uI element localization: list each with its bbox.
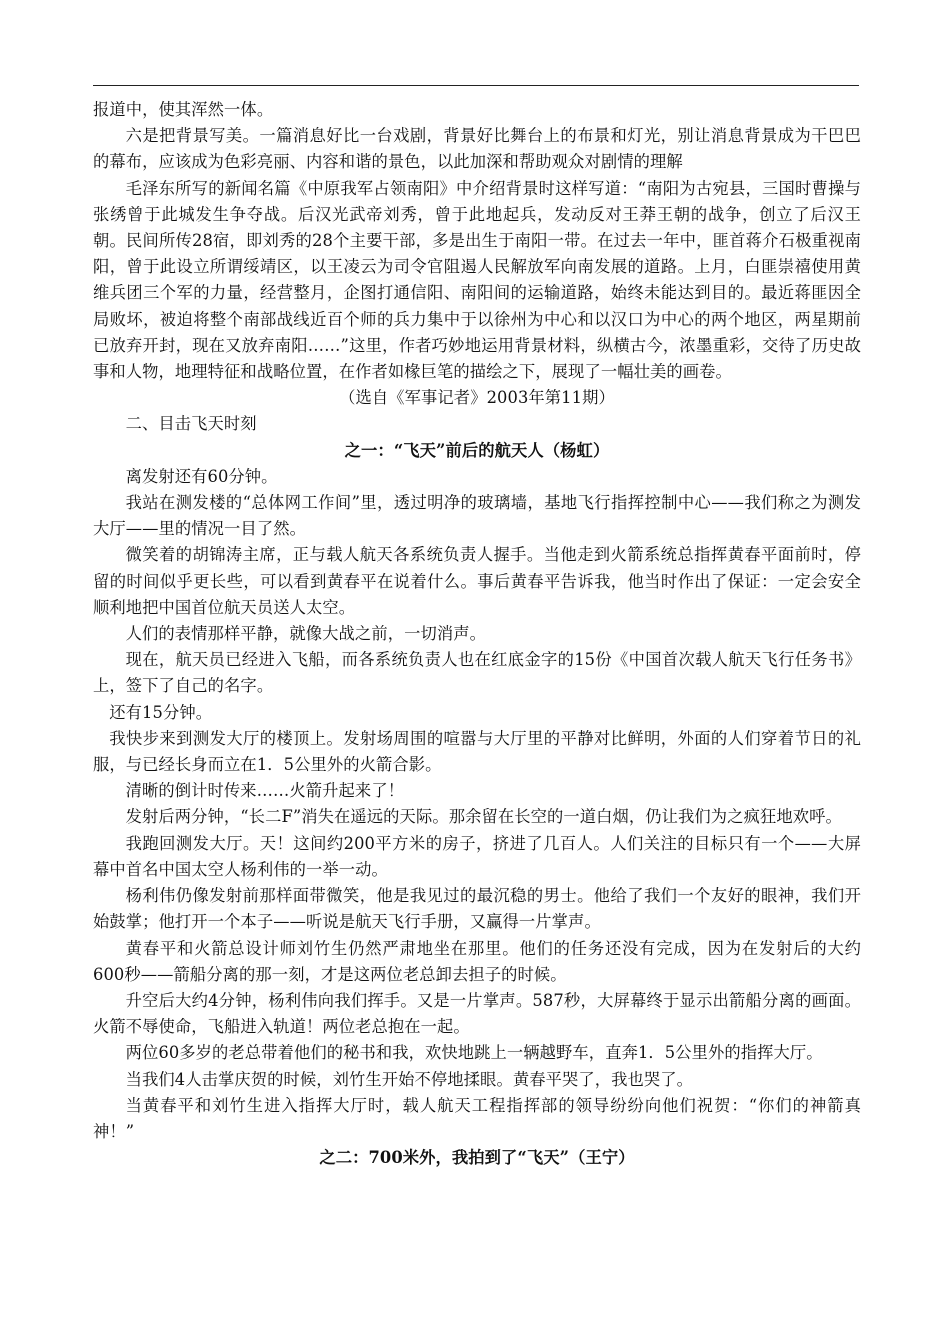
paragraph: 杨利伟仍像发射前那样面带微笑，他是我见过的最沉稳的男士。他给了我们一个友好的眼神，我们开始鼓掌；他打开一个本子——听说是航天飞行手册，又赢得一片掌声。 (93, 886, 861, 932)
paragraph: 升空后大约4分钟，杨利伟向我们挥手。又是一片掌声。587秒，大屏幕终于显示出箭船分离的画面。火箭不辱使命，飞船进入轨道！两位老总抱在一起。 (93, 990, 861, 1037)
paragraph: 人们的表情那样平静，就像大战之前，一切消声。 (125, 624, 486, 644)
paragraph: 两位60多岁的老总带着他们的秘书和我，欢快地跳上一辆越野车，直奔1．5公里外的指挥大厅。 (125, 1043, 823, 1063)
paragraph: 清晰的倒计时传来……火箭升起来了！ (125, 781, 405, 801)
paragraph: 毛泽东所写的新闻名篇《中原我军占领南阳》中介绍背景时这样写道：“南阳为古宛县，三国时曹操与张绣曾于此城发生争夺战。后汉光武帝刘秀，曾于此地起兵，发动反对王莽王朝的战争，创立了后汉王朝。民间所传28宿，即刘秀的28个主要干部，多是出生于南阳一带。在过去一年中，匪首蒋介石极重视南阳，曾于此设立所谓绥靖区，以王凌云为司令官阻遏人民解放军向南发展的道路。上月，白匪崇禧使用黄维兵团三个军的力量，经营整月，企图打通信阳、南阳间的运输道路，始终未能达到目的。最近蒋匪因全局败坏，被迫将整个南部战线近百个师的兵力集中于以徐州为中心和以汉口为中心的两个地区，两星期前已放弃开封，现在又放弃南阳……”这里，作者巧妙地运用背景材料，纵横古今，浓墨重彩，交待了历史故事和人物，地理特征和战略位置，在作者如椽巨笔的描绘之下，展现了一幅壮美的画卷。 (93, 178, 861, 382)
paragraph: 还有15分钟。 (109, 702, 213, 722)
section-title: 二、目击飞天时刻 (125, 414, 257, 434)
paragraph: 微笑着的胡锦涛主席，正与载人航天各系统负责人握手。当他走到火箭系统总指挥黄春平面前时，停留的时间似乎更长些，可以看到黄春平在说着什么。事后黄春平告诉我，他当时作出了保证：一定会安全顺利地把中国首位航天员送人太空。 (93, 545, 861, 617)
paragraph: 现在，航天员已经进入飞船，而各系统负责人也在红底金字的15份《中国首次载人航天飞行任务书》上，签下了自己的名字。 (93, 650, 861, 696)
paragraph: 我站在测发楼的“总体网工作间”里，透过明净的玻璃墙，基地飞行指挥控制中心——我们称之为测发大厅——里的情况一目了然。 (93, 493, 861, 539)
article-heading: 之一：“飞天”前后的航天人（杨虹） (344, 440, 610, 460)
paragraph: 离发射还有60分钟。 (125, 466, 278, 486)
paragraph: 我跑回测发大厅。天！这间约200平方米的房子，挤进了几百人。人们关注的目标只有一个——大屏幕中首名中国太空人杨利伟的一举一动。 (93, 833, 861, 879)
paragraph: 当黄春平和刘竹生进入指挥大厅时，载人航天工程指挥部的领导纷纷向他们祝贺：“你们的神箭真神！” (93, 1095, 861, 1141)
paragraph: 当我们4人击掌庆贺的时候，刘竹生开始不停地揉眼。黄春平哭了，我也哭了。 (125, 1069, 694, 1089)
header-rule (93, 85, 859, 86)
document-body (93, 97, 861, 1171)
paragraph: 发射后两分钟，“长二F”消失在遥远的天际。那余留在长空的一道白烟，仍让我们为之疯狂地欢呼。 (125, 807, 842, 827)
article-heading: 之二：700米外，我拍到了“飞天”（王宁） (319, 1148, 635, 1168)
paragraph: 我快步来到测发大厅的楼顶上。发射场周围的喧嚣与大厅里的平静对比鲜明，外面的人们穿着节日的礼服，与已经长身而立在1．5公里外的火箭合影。 (93, 728, 861, 775)
source-citation: （选自《军事记者》2003年第11期） (339, 388, 615, 408)
paragraph: 六是把背景写美。一篇消息好比一台戏剧，背景好比舞台上的布景和灯光，别让消息背景成为干巴巴的幕布，应该成为色彩亮丽、内容和谐的景色，以此加深和帮助观众对剧情的理解 (93, 126, 861, 172)
paragraph: 报道中，使其浑然一体。 (93, 100, 274, 119)
paragraph: 黄春平和火箭总设计师刘竹生仍然严肃地坐在那里。他们的任务还没有完成，因为在发射后的大约600秒——箭船分离的那一刻，才是这两位老总卸去担子的时候。 (93, 938, 861, 984)
